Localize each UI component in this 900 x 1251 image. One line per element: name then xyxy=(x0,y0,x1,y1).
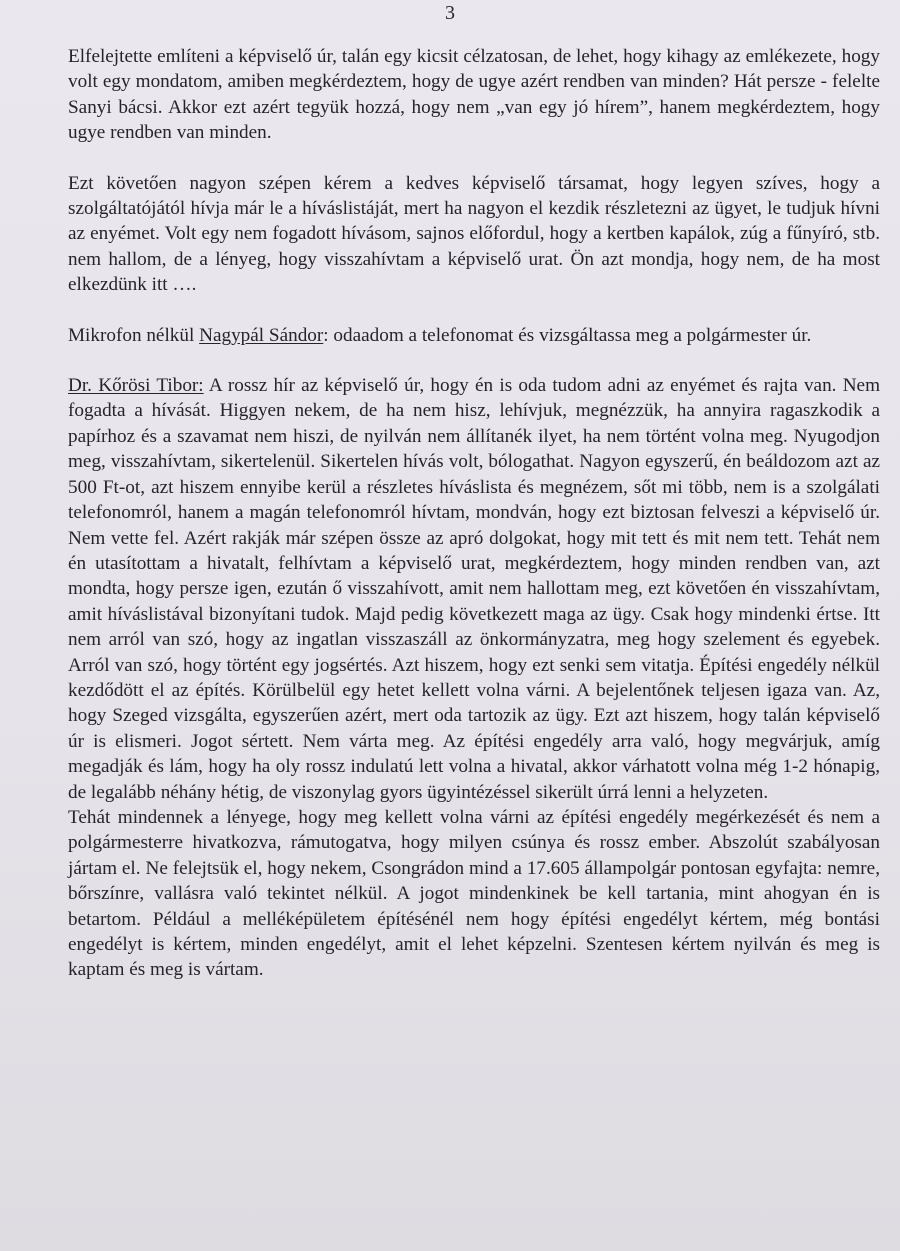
paragraph-4 xyxy=(68,373,880,805)
paragraph-spacer xyxy=(68,146,880,171)
document-body xyxy=(68,44,880,983)
paragraph-5 xyxy=(68,805,880,983)
paragraph-3-text: : odaadom a telefonomat és vizsgáltassa meg a polgármester úr. xyxy=(323,324,812,346)
paragraph-4-text: A rossz hír az képviselő úr, hogy én is oda tudom adni az enyémet és rajta van. Nem fogadta a hívását. Higgyen nekem, de ha nem hisz, lehívjuk, megnézzük, ha annyira ragaszkodik a papírhoz és a szavamat nem hiszi, de nyilván nem állítanék ilyet, ha nem történt volna meg. Nyugodjon meg, visszahívtam, sikertelenül. Sikertelen hívás volt, bólogathat. Nagyon egyszerű, én beáldozom azt az 500 Ft-ot, azt hiszem ennyibe kerül a részletes híváslista és megnézem, sőt mi több, nem is a szolgálati telefonomról, hanem a magán telefonomról hívtam, mondván, hogy ezt biztosan felveszi a képviselő úr. Nem vette fel. Azért rakják már szépen össze az apró dolgokat, hogy mit tett és mit nem tett. Tehát nem én utasítottam a hivatalt, felhívtam a képviselő urat, megkérdeztem, hogy minden rendben van, azt mondta, hogy persze igen, ezután ő visszahívott, amit nem hallottam meg, ezt követően én visszahívtam, amit híváslistával bizonyítani tudok. Majd pedig következett maga az ügy. Csak hogy mindenki értse. Itt nem arról van szó, hogy az ingatlan visszaszáll az önkormányzatra, meg hogy szelement és egyebek. Arról van szó, hogy történt egy jogsértés. Azt hiszem, hogy ezt senki sem vitatja. Építési engedély nélkül kezdődött el az építés. Körülbelül egy hetet kellett volna várni. A bejelentőnek teljesen igaza van. Az, hogy Szeged vizsgálta, egyszerűen azért, mert oda tartozik az ügy. Ezt azt hiszem, hogy talán képviselő úr is elismeri. Jogot sértett. Nem várta meg. Az építési engedély arra való, hogy megvárjuk, amíg megadják és lám, hogy ha oly rossz indulatú lett volna a hivatal, akkor várhatott volna még 1-2 hónapig, de legalább néhány hétig, de viszonylag gyors ügyintézéssel sikerült úrrá lenni a helyzeten. xyxy=(68,375,881,803)
paragraph-spacer xyxy=(68,298,880,323)
paragraph-5-text: Tehát mindennek a lényege, hogy meg kellett volna várni az építési engedély megérkezését és nem a polgármesterre hivatkozva, rámutogatva, hogy milyen csúnya és rossz ember. Abszolút szabályosan jártam el. Ne felejtsük el, hogy nekem, Csongrádon mind a 17.605 állampolgár pontosan egyfajta: nemre, bőrszínre, vallásra való tekintet nélkül. A jogot mindenkinek be kell tartania, mint ahogyan én is betartom. Például a melléképületem építésénél nem hogy építési engedélyt kértem, még bontási engedélyt is kértem, minden engedélyt, amit el lehet képzelni. Szentesen kértem nyilván és meg is kaptam és meg is vártam. xyxy=(68,806,880,981)
paragraph-3-prefix: Mikrofon nélkül xyxy=(68,324,200,346)
paragraph-1 xyxy=(68,44,880,146)
speaker-name-korosi: Dr. Kőrösi Tibor: xyxy=(68,375,204,397)
paragraph-3 xyxy=(68,323,880,348)
paragraph-1-text: Elfelejtette említeni a képviselő úr, talán egy kicsit célzatosan, de lehet, hogy kihagy az emlékezete, hogy volt egy mondatom, amiben megkérdeztem, hogy de ugye azért rendben van minden? Hát persze - felelte Sanyi bácsi. Akkor ezt azért tegyük hozzá, hogy nem „van egy jó hírem”, hanem megkérdeztem, hogy ugye rendben van minden. xyxy=(68,46,880,144)
speaker-name-nagypal: Nagypál Sándor xyxy=(199,324,324,346)
paragraph-2 xyxy=(68,171,880,298)
paragraph-spacer xyxy=(68,348,880,373)
paragraph-2-text: Ezt követően nagyon szépen kérem a kedves képviselő társamat, hogy legyen szíves, hogy a szolgáltatójától hívja már le a híváslistáját, mert ha nagyon el kezdik részletezni az ügyet, le tudjuk hívni az enyémet. Volt egy nem fogadott hívásom, sajnos előfordul, hogy a kertben kapálok, zúg a fűnyíró, stb. nem hallom, de a lényeg, hogy visszahívtam a képviselő urat. Ön azt mondja, hogy nem, de ha most elkezdünk itt …. xyxy=(68,172,880,296)
page-number: 3 xyxy=(445,2,455,24)
